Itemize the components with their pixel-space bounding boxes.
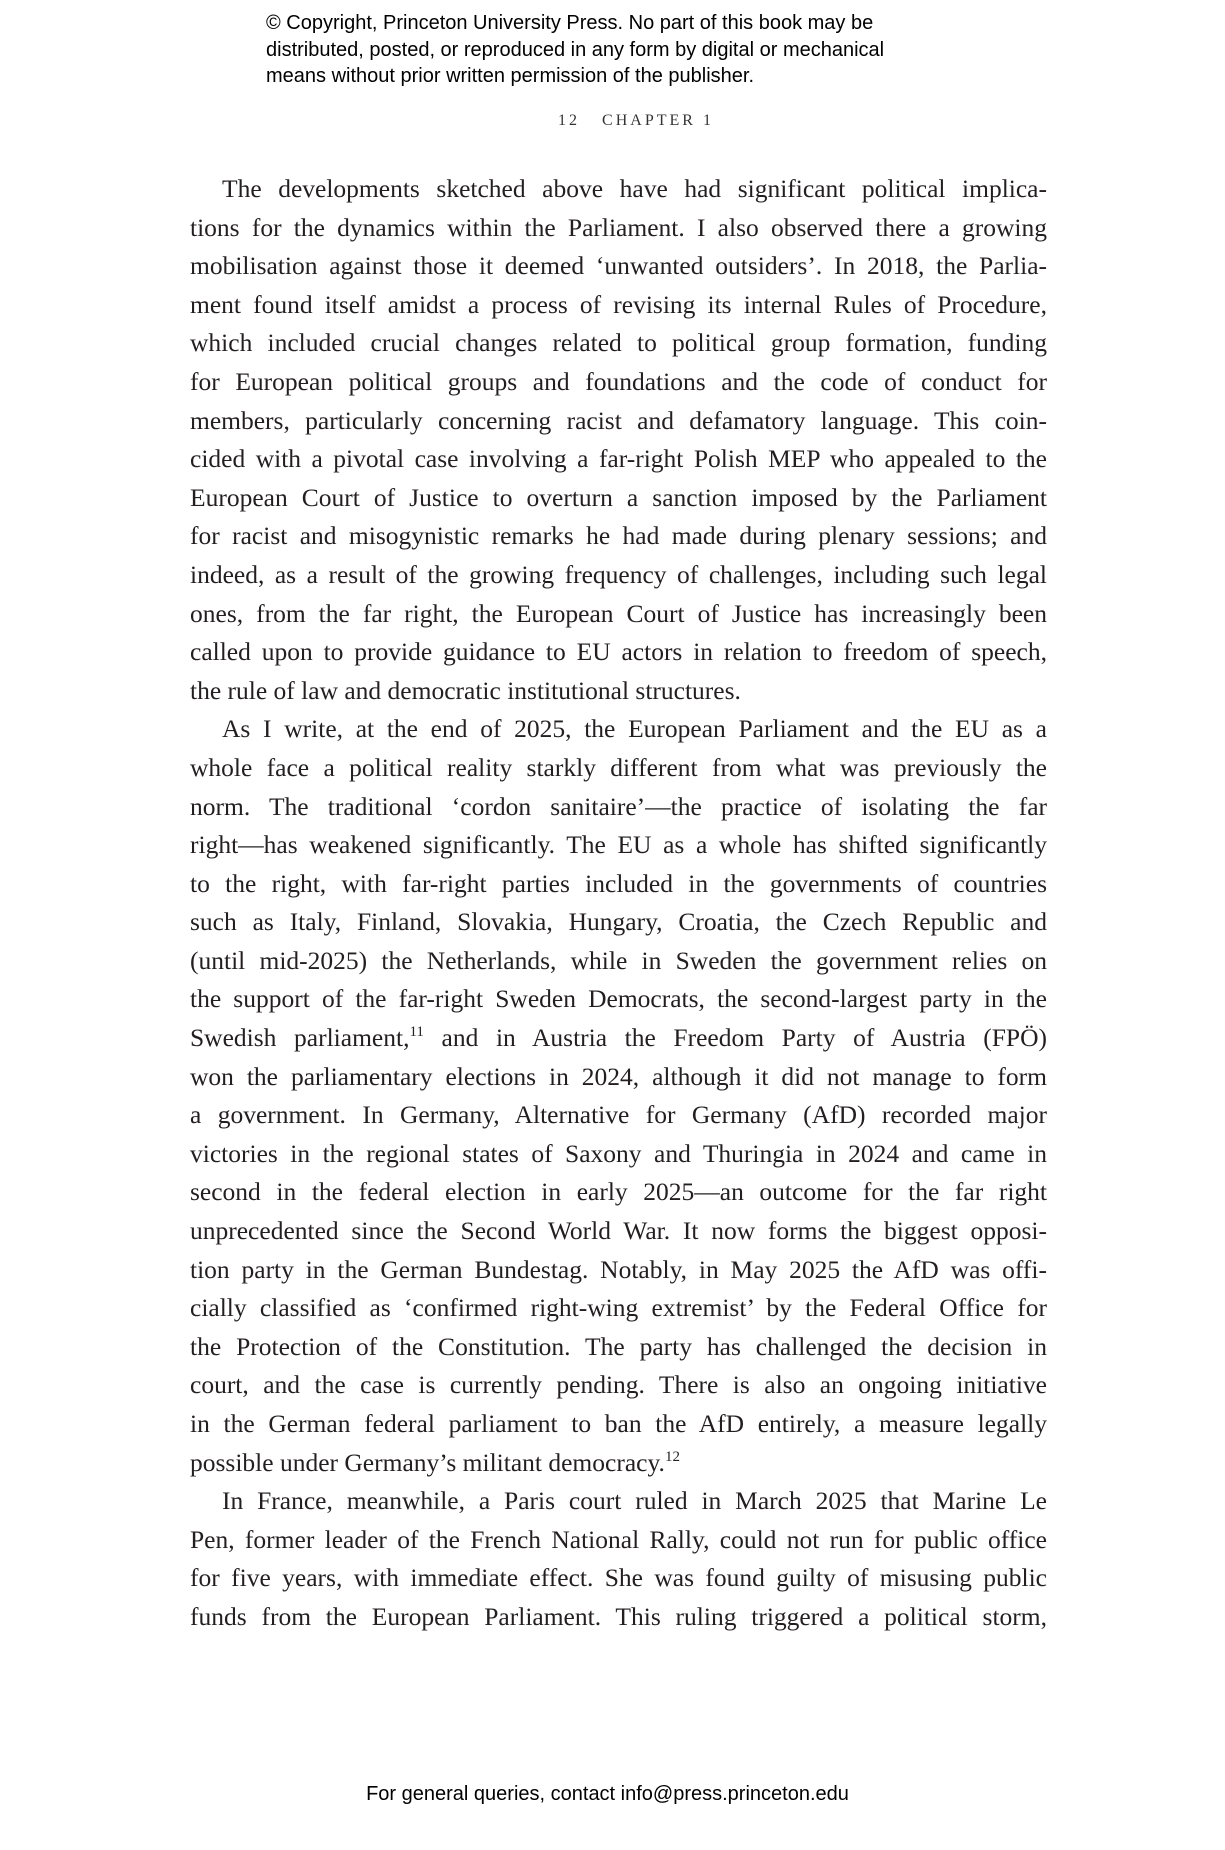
text-line: cided with a pivotal case involving a far-right Polish MEP who appealed to the [190, 444, 1047, 474]
text-line: funds from the European Parliament. This ruling triggered a political storm, [190, 1601, 1047, 1631]
page-number: 12 [558, 112, 581, 129]
text-line: In France, meanwhile, a Paris court ruled in March 2025 that Marine Le [222, 1486, 1047, 1516]
text-line: As I write, at the end of 2025, the European Parliament and the EU as a [222, 714, 1047, 744]
body-text [190, 170, 1047, 1637]
text-line: for five years, with immediate effect. She was found guilty of misusing public [190, 1563, 1047, 1593]
footnote-ref[interactable]: 11 [409, 1024, 424, 1041]
text-line: which included crucial changes related to political group formation, funding [190, 328, 1047, 358]
text-line: such as Italy, Finland, Slovakia, Hungary, Croatia, the Czech Republic and [190, 907, 1047, 937]
text-line: for European political groups and foundations and the code of conduct for [190, 366, 1047, 396]
footnote-ref[interactable]: 12 [664, 1448, 680, 1465]
text-line: the Protection of the Constitution. The party has challenged the decision in [190, 1331, 1047, 1361]
text-line: right—has weakened significantly. The EU as a whole has shifted significantly [190, 830, 1047, 860]
text-line: the support of the far-right Sweden Democrats, the second-largest party in the [190, 984, 1047, 1014]
text-line: called upon to provide guidance to EU actors in relation to freedom of speech, [190, 637, 1047, 667]
text-line: for racist and misogynistic remarks he had made during plenary sessions; and [190, 521, 1047, 551]
text-line: norm. The traditional ‘cordon sanitaire’—the practice of isolating the far [190, 791, 1047, 821]
text-line: court, and the case is currently pending. There is also an ongoing initiative [190, 1370, 1047, 1400]
text-line: whole face a political reality starkly different from what was previously the [190, 752, 1047, 782]
text-line: (until mid-2025) the Netherlands, while in Sweden the government relies on [190, 945, 1047, 975]
chapter-label: CHAPTER 1 [602, 112, 714, 129]
copyright-line: © Copyright, Princeton University Press. No part of this book may be [266, 12, 874, 34]
text-line: European Court of Justice to overturn a sanction imposed by the Parliament [190, 482, 1047, 512]
running-head [0, 112, 1225, 130]
text-line: indeed, as a result of the growing frequency of challenges, including such legal [190, 559, 1047, 589]
text-line: the rule of law and democratic institutional structures. [190, 675, 741, 705]
text-line: cially classified as ‘confirmed right-wing extremist’ by the Federal Office for [190, 1293, 1047, 1323]
text-line: a government. In Germany, Alternative for Germany (AfD) recorded major [190, 1100, 1047, 1130]
text-line: second in the federal election in early 2025—an outcome for the far right [190, 1177, 1047, 1207]
copyright-line: means without prior written permission of the publisher. [266, 65, 755, 87]
text-line: unprecedented since the Second World War. It now forms the biggest opposi- [190, 1216, 1047, 1246]
text-line: in the German federal parliament to ban the AfD entirely, a measure legally [190, 1409, 1047, 1438]
text-line: victories in the regional states of Saxony and Thuringia in 2024 and came in [190, 1138, 1047, 1168]
text-line: Swedish parliament,$^{11}$ and in Austria the Freedom Party of Austria (FPÖ) [190, 1023, 1047, 1053]
text-line: won the parliamentary elections in 2024, although it did not manage to form [190, 1061, 1047, 1091]
text-line: members, particularly concerning racist and defamatory language. This coin- [190, 405, 1047, 435]
text-line: The developments sketched above have had significant political implica- [222, 174, 1047, 203]
footer-contact: For general queries, contact info@press.princeton.edu [366, 1783, 849, 1805]
text-line: mobilisation against those it deemed ‘unwanted outsiders’. In 2018, the Parlia- [190, 251, 1047, 281]
copyright-line: distributed, posted, or reproduced in any form by digital or mechanical [266, 38, 885, 61]
copyright-notice [266, 10, 884, 90]
text-line: tion party in the German Bundestag. Notably, in May 2025 the AfD was offi- [190, 1254, 1047, 1284]
text-line: ones, from the far right, the European Court of Justice has increasingly been [190, 598, 1047, 628]
text-line: to the right, with far-right parties included in the governments of countries [190, 868, 1047, 898]
text-line: tions for the dynamics within the Parliament. I also observed there a growing [190, 212, 1047, 242]
text-line: ment found itself amidst a process of revising its internal Rules of Procedure, [190, 289, 1047, 319]
text-line: possible under Germany’s militant democracy.$^{12}$ [190, 1447, 680, 1477]
text-line: Pen, former leader of the French National Rally, could not run for public office [190, 1524, 1047, 1554]
